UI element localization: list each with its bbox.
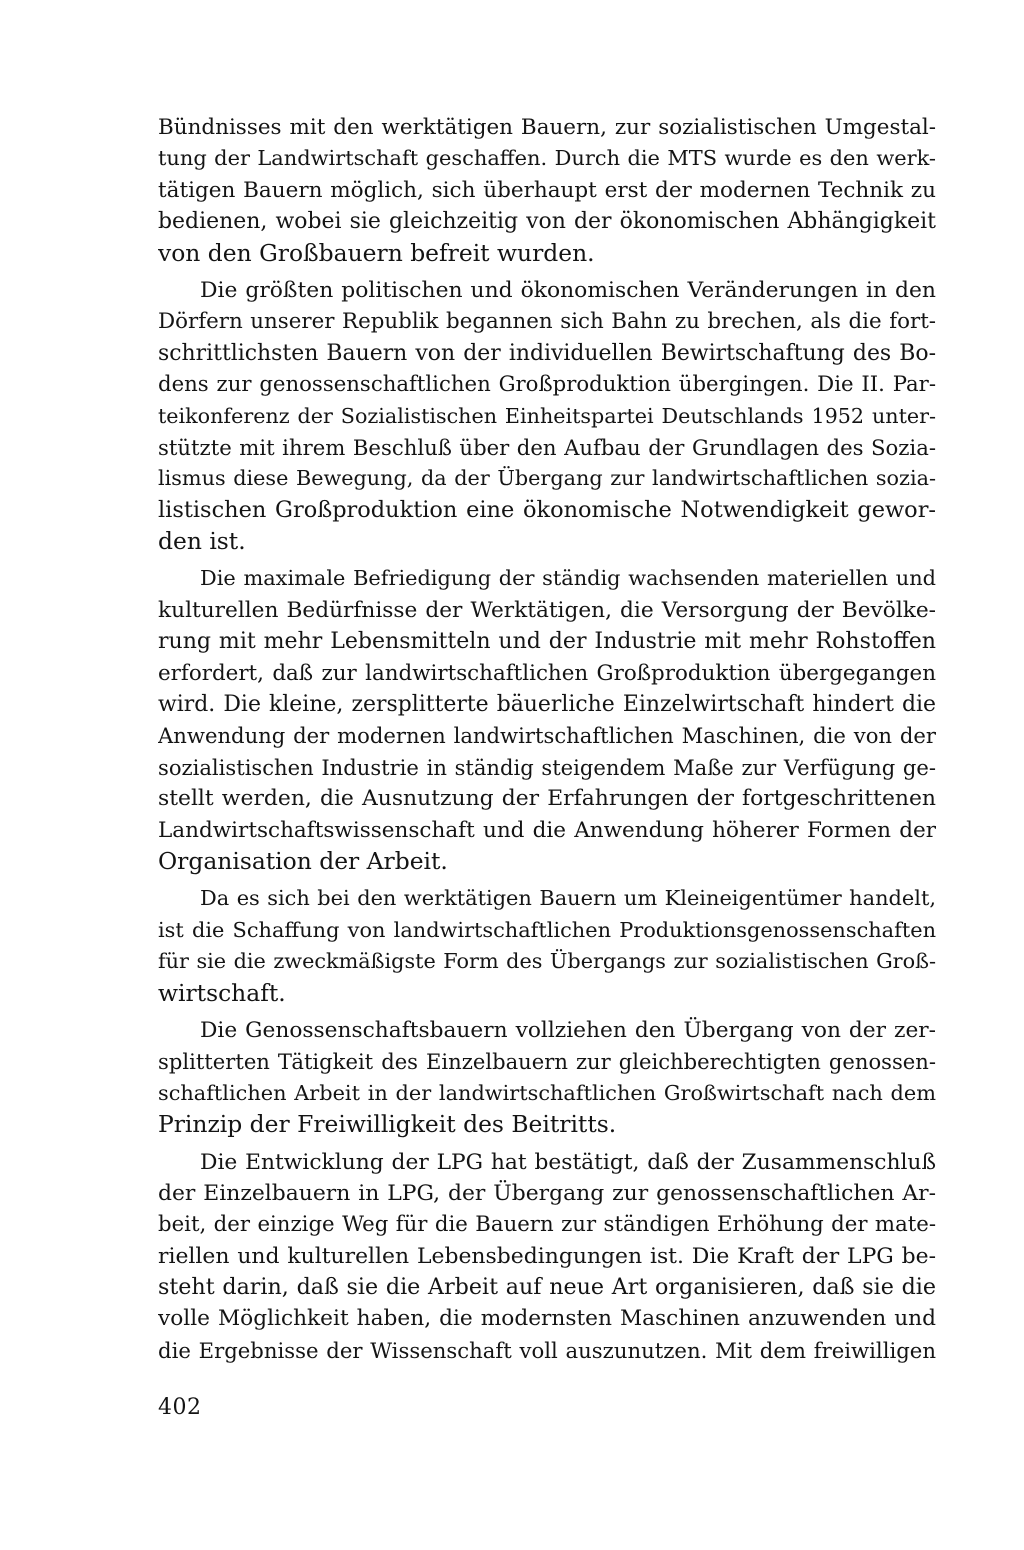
text-line: schrittlichsten Bauern von der individuellen Bewirtschaftung des Bo- xyxy=(158,340,936,366)
text-line: schaftlichen Arbeit in der landwirtschaftlichen Großwirtschaft nach dem xyxy=(158,1080,936,1105)
text-line: steht darin, daß sie die Arbeit auf neue Art organisieren, daß sie die xyxy=(158,1274,936,1301)
paragraph-2 xyxy=(158,275,936,558)
text-line: kulturellen Bedürfnisse der Werktätigen, die Versorgung der Bevölke- xyxy=(158,597,936,623)
text-line: den ist. xyxy=(158,527,246,556)
text-line: Organisation der Arbeit. xyxy=(158,846,448,875)
text-line: stützte mit ihrem Beschluß über den Aufbau der Grundlagen des Sozia- xyxy=(158,434,936,460)
text-line: bedienen, wobei sie gleichzeitig von der ökonomischen Abhängigkeit xyxy=(158,209,936,235)
text-line: riellen und kulturellen Lebensbedingungen ist. Die Kraft der LPG be- xyxy=(158,1243,936,1269)
text-line: von den Großbauern befreit wurden. xyxy=(158,238,595,267)
text-line: Die Entwicklung der LPG hat bestätigt, daß der Zusammenschluß xyxy=(200,1149,936,1175)
text-line: Die maximale Befriedigung der ständig wachsenden materiellen und xyxy=(200,566,936,591)
page-number: 402 xyxy=(158,1395,202,1420)
text-line: dens zur genossenschaftlichen Großproduktion übergingen. Die II. Par- xyxy=(158,372,936,398)
text-line: rung mit mehr Lebensmitteln und der Industrie mit mehr Rohstoffen xyxy=(158,629,936,655)
text-line: tätigen Bauern möglich, sich überhaupt erst der modernen Technik zu xyxy=(158,177,936,203)
text-line: wirtschaft. xyxy=(158,978,286,1007)
text-line: listischen Großproduktion eine ökonomische Notwendigkeit gewor- xyxy=(158,496,936,523)
text-line: Die Genossenschaftsbauern vollziehen den Übergang von der zer- xyxy=(200,1017,936,1043)
text-line: tung der Landwirtschaft geschaffen. Durch die MTS wurde es den werk- xyxy=(158,146,936,171)
text-line: volle Möglichkeit haben, die modernsten Maschinen anzuwenden und xyxy=(158,1306,936,1332)
text-line: wird. Die kleine, zersplitterte bäuerliche Einzelwirtschaft hindert die xyxy=(158,692,936,718)
text-line: sozialistischen Industrie in ständig steigendem Maße zur Verfügung ge- xyxy=(158,754,936,780)
paragraph-6 xyxy=(158,1147,936,1367)
paragraph-5 xyxy=(158,1015,936,1141)
text-line: splitterten Tätigkeit des Einzelbauern zur gleichberechtigten genossen- xyxy=(158,1049,936,1075)
text-line: Die größten politischen und ökonomischen Veränderungen in den xyxy=(200,277,936,303)
text-line: Bündnisses mit den werktätigen Bauern, zur sozialistischen Umgestal- xyxy=(158,115,936,140)
text-line: Da es sich bei den werktätigen Bauern um Kleineigentümer handelt, xyxy=(200,886,936,911)
text-line: der Einzelbauern in LPG, der Übergang zur genossenschaftlichen Ar- xyxy=(158,1180,936,1206)
text-line: Landwirtschaftswissenschaft und die Anwendung höherer Formen der xyxy=(158,817,936,843)
paragraph-4 xyxy=(158,883,936,1009)
paragraph-3 xyxy=(158,563,936,877)
text-line: Anwendung der modernen landwirtschaftlichen Maschinen, die von der xyxy=(158,723,936,749)
text-line: teikonferenz der Sozialistischen Einheitspartei Deutschlands 1952 unter- xyxy=(158,403,936,428)
text-line: Prinzip der Freiwilligkeit des Beitritts. xyxy=(158,1110,617,1139)
text-line: für sie die zweckmäßigste Form des Übergangs zur sozialistischen Groß- xyxy=(158,949,936,974)
text-line: ist die Schaffung von landwirtschaftlichen Produktionsgenossenschaften xyxy=(158,917,936,942)
text-line: Dörfern unserer Republik begannen sich Bahn zu brechen, als die fort- xyxy=(158,309,936,335)
text-line: die Ergebnisse der Wissenschaft voll auszunutzen. Mit dem freiwilligen xyxy=(158,1337,936,1363)
text-line: stellt werden, die Ausnutzung der Erfahrungen der fortgeschrittenen xyxy=(158,786,936,812)
text-line: beit, der einzige Weg für die Bauern zur ständigen Erhöhung der mate- xyxy=(158,1212,936,1238)
text-line: erfordert, daß zur landwirtschaftlichen Großproduktion übergegangen xyxy=(158,660,936,686)
body-text xyxy=(158,112,936,1372)
paragraph-1 xyxy=(158,112,936,269)
text-line: lismus diese Bewegung, da der Übergang zur landwirtschaftlichen sozia- xyxy=(158,466,936,491)
